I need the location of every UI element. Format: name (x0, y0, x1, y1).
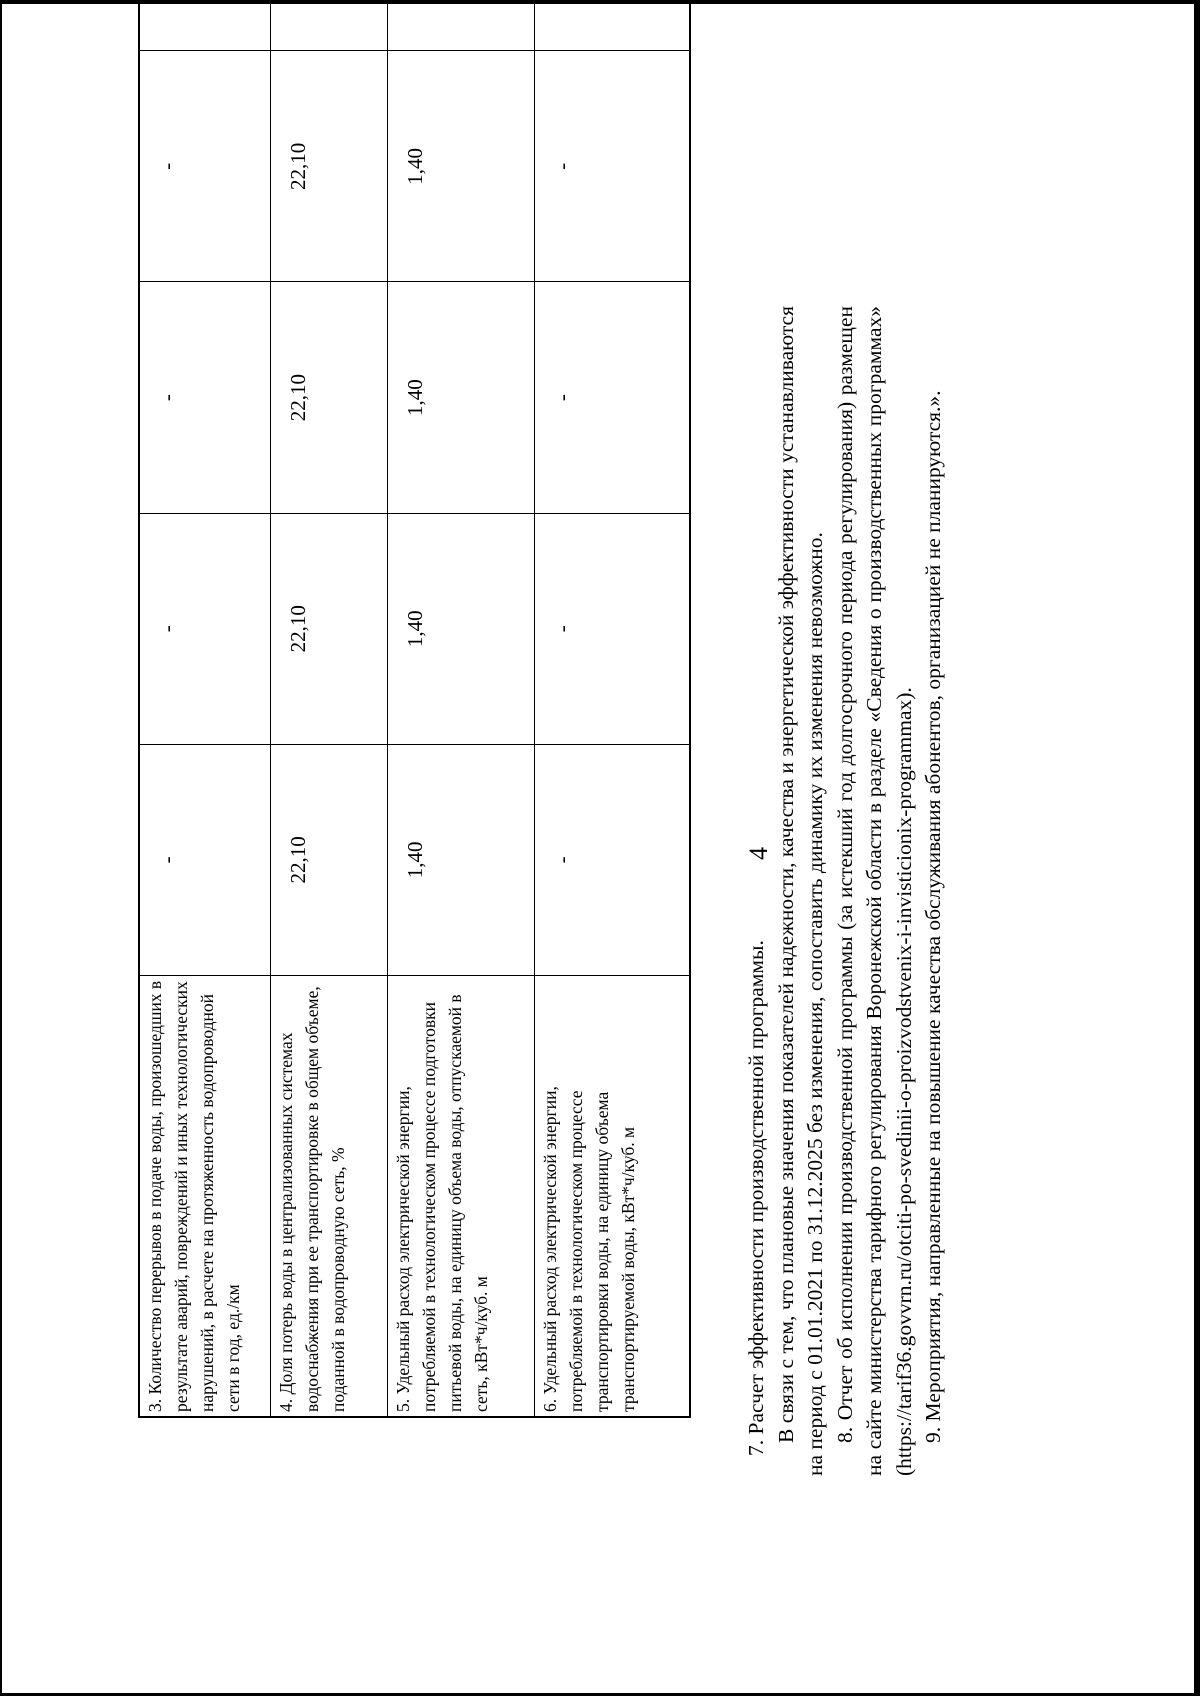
indicator-label: 3. Количество перерывов в подаче воды, произошедших в результате аварий, повреждений и иных технологических нарушений, в расчете на протяженность водопроводной сети в год, ед./км (139, 976, 271, 1418)
section-9-text: 9. Мероприятия, направленные на повышение качества обслуживания абонентов, организацией не планируются.». (921, 390, 945, 1443)
indicator-value: - (139, 513, 271, 744)
table-row (271, 0, 388, 1417)
indicator-value: - (139, 744, 271, 975)
indicator-value: - (139, 282, 271, 513)
indicator-value: 1,40 (388, 744, 535, 975)
indicator-value: 22,10 (271, 282, 388, 513)
table-row (535, 0, 691, 1417)
section-7-text: В связи с тем, что плановые значения показателей надежности, качества и энергетической эффективности устанавливаются на период с 01.01.2021 по 31.12.2025 без изменения, сопоставить динамику их изменения невозможно. (773, 306, 827, 1476)
indicator-label: 6. Удельный расход электрической энергии, потребляемой в технологическом процессе транспортировки воды, на единицу объема транспортируемой воды, кВт*ч/куб. м (535, 976, 691, 1418)
indicator-value: - (535, 513, 691, 744)
indicator-value: - (139, 51, 271, 282)
page-number: 4 (744, 847, 773, 860)
indicator-value (271, 0, 388, 51)
indicator-value: 1,40 (388, 513, 535, 744)
section-8-text: 8. Отчет об исполнении производственной программы (за истекший год долгосрочного периода регулирования) размещен на сайте министерства тарифного регулирования Воронежской области в разделе «Сведения о производственных программах» (https://tarif36.govvrn.ru/otciti-po-svedinii-o-proizvodstvenix-i-invisticionix-programmax). (832, 306, 916, 1476)
body-text (742, 306, 949, 1476)
indicators-table (138, 0, 691, 1418)
section-7-title: 7. Расчет эффективности производственной программы. (744, 940, 768, 1456)
indicator-value: - (535, 744, 691, 975)
indicator-value (535, 0, 691, 51)
indicator-value: 1,40 (388, 51, 535, 282)
indicator-value: 22,10 (271, 744, 388, 975)
indicator-label: 5. Удельный расход электрической энергии, потребляемой в технологическом процессе подготовки питьевой воды, на единицу объема воды, отпускаемой в сеть, кВт*ч/куб. м (388, 976, 535, 1418)
indicator-value (139, 0, 271, 51)
table-row (388, 0, 535, 1417)
rotated-page (0, 96, 1100, 1696)
table-row (139, 0, 271, 1417)
indicator-label: 4. Доля потерь воды в централизованных системах водоснабжения при ее транспортировке в общем объеме, поданной в водопроводную сеть, % (271, 976, 388, 1418)
indicator-value (388, 0, 535, 51)
indicator-value: - (535, 51, 691, 282)
indicator-value: 1,40 (388, 282, 535, 513)
indicator-value: 22,10 (271, 51, 388, 282)
indicator-value: - (535, 282, 691, 513)
indicator-value: 22,10 (271, 513, 388, 744)
